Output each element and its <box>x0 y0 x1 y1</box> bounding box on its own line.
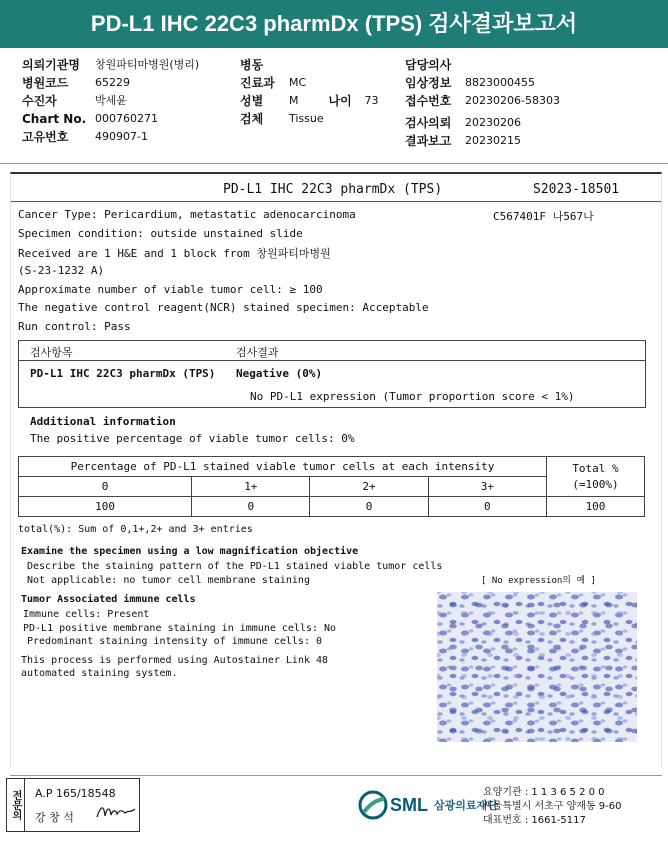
pathologist-name: 강 창 석 <box>35 811 74 824</box>
immune-line-3: Predominant staining intensity of immune cells: 0 <box>27 636 323 647</box>
ward-label: 병동 <box>240 58 264 72</box>
report-heading: PD-L1 IHC 22C3 pharmDx (TPS) <box>223 182 443 197</box>
patient-info-mid <box>240 56 379 128</box>
viable-tumor-count: Approximate number of viable tumor cell: ≥ 100 <box>18 283 323 296</box>
result-header-result: 검사결과 <box>236 346 279 359</box>
examine-title: Examine the specimen using a low magnification objective <box>21 546 359 557</box>
sex-value: M <box>289 94 299 107</box>
result-header-item: 검사항목 <box>30 346 73 359</box>
examine-line-1: Describe the staining pattern of the PD-L1 stained viable tumor cells <box>27 561 443 572</box>
report-heading-divider <box>11 201 661 202</box>
value: 65229 <box>95 76 130 89</box>
intensity-table <box>18 456 645 517</box>
ihc-example-image <box>437 592 637 742</box>
value: 000760271 <box>95 112 158 125</box>
value-2: 0 <box>310 497 428 517</box>
footer-divider <box>10 775 662 776</box>
specimen-value: Tissue <box>289 112 324 125</box>
lab-phone: 대표번호 : 1661-5117 <box>483 815 586 826</box>
value: 20230206 <box>465 116 521 129</box>
label: 수진자 <box>22 94 57 108</box>
report-number: S2023-18501 <box>533 182 620 197</box>
process-line-2: automated staining system. <box>21 668 178 679</box>
label: 검사의뢰 <box>405 116 452 130</box>
pathologist-signature-box <box>6 778 140 832</box>
brand-name: SML <box>390 794 428 815</box>
label: 임상정보 <box>405 76 452 90</box>
label: 고유번호 <box>22 130 69 144</box>
value: 490907-1 <box>95 130 148 143</box>
patient-info-left <box>22 56 199 146</box>
immune-line-1: Immune cells: Present <box>23 609 150 620</box>
dept-value: MC <box>289 76 307 89</box>
report-title: PD-L1 IHC 22C3 pharmDx (TPS) 검사결과보고서 <box>0 0 668 48</box>
table-title: Percentage of PD-L1 stained viable tumor cells at each intensity <box>19 457 547 477</box>
age-value: 73 <box>364 94 379 107</box>
image-caption: [ No expression의 예 ] <box>481 576 596 586</box>
label: Chart No. <box>22 112 87 126</box>
lab-info <box>483 786 622 828</box>
value: 8823000455 <box>465 76 535 89</box>
value-1: 0 <box>192 497 310 517</box>
additional-title: Additional information <box>30 415 176 428</box>
received-line: Received are 1 H&E and 1 block from 창원파티마병원 <box>18 247 331 260</box>
specimen-label: 검체 <box>240 112 264 126</box>
cancer-type: Cancer Type: Pericardium, metastatic adenocarcinoma <box>18 208 356 221</box>
result-header-divider <box>18 360 646 361</box>
patient-info-right <box>405 56 560 150</box>
intensity-0: 0 <box>19 477 192 497</box>
lab-address: 서울특별시 서초구 양재동 9-60 <box>483 801 622 812</box>
sml-logo-icon <box>358 790 388 820</box>
value: 20230206-58303 <box>465 94 560 107</box>
additional-text: The positive percentage of viable tumor cells: 0% <box>30 432 355 445</box>
value: 박세윤 <box>95 94 127 107</box>
age-label: 나이 <box>328 94 352 108</box>
total-header <box>547 457 645 497</box>
value-0: 100 <box>19 497 192 517</box>
brand-subtitle: 삼광의료재단 <box>434 799 498 812</box>
examine-line-2: Not applicable: no tumor cell membrane staining <box>27 575 310 586</box>
ap-number: A.P 165/18548 <box>35 787 116 800</box>
value: 창원파티마병원(병리) <box>95 58 200 71</box>
intensity-1: 1+ <box>192 477 310 497</box>
org-code: 요양기관 : 1 1 3 6 5 2 0 0 <box>483 787 605 798</box>
block-number: (S-23-1232 A) <box>18 264 105 277</box>
value: 20230215 <box>465 134 521 147</box>
specimen-code: C567401F 나567나 <box>493 210 594 223</box>
sml-logo <box>358 790 498 820</box>
total-label-2: (=100%) <box>572 477 619 491</box>
sex-label: 성별 <box>240 94 264 108</box>
total-note: total(%): Sum of 0,1+,2+ and 3+ entries <box>18 524 253 535</box>
intensity-3: 3+ <box>428 477 546 497</box>
signature-icon <box>95 801 137 823</box>
specialist-label: 전문의 <box>7 779 25 831</box>
negative-control: The negative control reagent(NCR) stained specimen: Acceptable <box>18 301 429 314</box>
immune-line-2: PD-L1 positive membrane staining in immune cells: No <box>23 623 337 634</box>
specimen-condition: Specimen condition: outside unstained slide <box>18 227 303 240</box>
header-divider <box>0 163 668 164</box>
value-3: 0 <box>428 497 546 517</box>
result-item: PD-L1 IHC 22C3 pharmDx (TPS) <box>30 367 216 380</box>
label: 담당의사 <box>405 58 452 72</box>
run-control: Run control: Pass <box>18 320 131 333</box>
label: 결과보고 <box>405 134 452 148</box>
process-line-1: This process is performed using Autostainer Link 48 <box>21 655 329 666</box>
label: 의뢰기관명 <box>22 58 80 72</box>
intensity-2: 2+ <box>310 477 428 497</box>
result-detail: No PD-L1 expression (Tumor proportion score < 1%) <box>250 390 575 403</box>
total-label-1: Total % <box>572 461 619 475</box>
immune-title: Tumor Associated immune cells <box>21 594 196 605</box>
result-value: Negative (0%) <box>236 367 323 380</box>
label: 접수번호 <box>405 94 452 108</box>
label: 병원코드 <box>22 76 69 90</box>
dept-label: 진료과 <box>240 76 275 90</box>
total-value: 100 <box>547 497 645 517</box>
